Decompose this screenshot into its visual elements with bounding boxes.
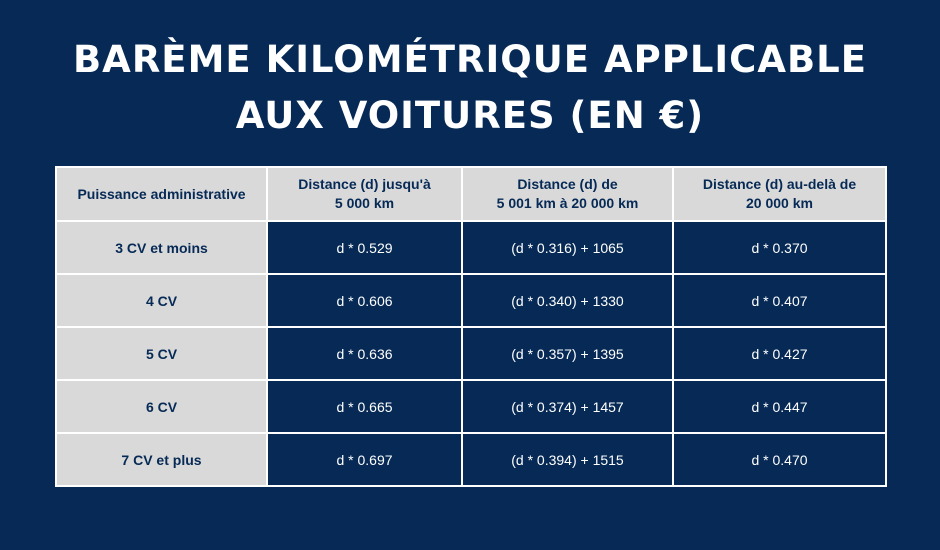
header-text: Distance (d) de bbox=[517, 176, 618, 192]
table-row bbox=[56, 327, 886, 380]
header-text: 20 000 km bbox=[746, 195, 813, 211]
header-text: Puissance administrative bbox=[77, 185, 246, 202]
header-distance-over-20000 bbox=[673, 167, 886, 221]
page-title bbox=[0, 32, 940, 144]
rate-cell: d * 0.636 bbox=[267, 327, 462, 380]
table-row bbox=[56, 274, 886, 327]
header-text: 5 000 km bbox=[334, 195, 395, 211]
row-fiscal-power: 5 CV bbox=[56, 327, 267, 380]
table-row bbox=[56, 433, 886, 486]
header-text: 5 001 km à 20 000 km bbox=[496, 195, 639, 211]
rate-cell: d * 0.427 bbox=[673, 327, 886, 380]
title-line-1: BARÈME KILOMÉTRIQUE APPLICABLE bbox=[72, 38, 868, 81]
row-fiscal-power: 7 CV et plus bbox=[56, 433, 267, 486]
rate-cell: d * 0.697 bbox=[267, 433, 462, 486]
header-distance-5001-to-20000 bbox=[462, 167, 673, 221]
header-text: Distance (d) jusqu'à bbox=[298, 176, 431, 192]
rate-cell: d * 0.665 bbox=[267, 380, 462, 433]
row-fiscal-power: 3 CV et moins bbox=[56, 221, 267, 274]
table-row bbox=[56, 221, 886, 274]
header-fiscal-power bbox=[56, 167, 267, 221]
rate-cell: d * 0.447 bbox=[673, 380, 886, 433]
row-fiscal-power: 4 CV bbox=[56, 274, 267, 327]
rate-cell: d * 0.407 bbox=[673, 274, 886, 327]
rate-cell: (d * 0.316) + 1065 bbox=[462, 221, 673, 274]
rate-cell: d * 0.529 bbox=[267, 221, 462, 274]
table-row bbox=[56, 380, 886, 433]
rate-cell: d * 0.606 bbox=[267, 274, 462, 327]
header-text: Distance (d) au-delà de bbox=[702, 176, 857, 192]
rate-cell: (d * 0.340) + 1330 bbox=[462, 274, 673, 327]
table-header-row bbox=[56, 167, 886, 221]
mileage-rate-table bbox=[55, 166, 887, 487]
rate-cell: (d * 0.394) + 1515 bbox=[462, 433, 673, 486]
title-line-2: AUX VOITURES (EN €) bbox=[235, 94, 705, 137]
rate-cell: (d * 0.374) + 1457 bbox=[462, 380, 673, 433]
header-distance-up-to-5000 bbox=[267, 167, 462, 221]
row-fiscal-power: 6 CV bbox=[56, 380, 267, 433]
rate-cell: (d * 0.357) + 1395 bbox=[462, 327, 673, 380]
rate-cell: d * 0.370 bbox=[673, 221, 886, 274]
rate-cell: d * 0.470 bbox=[673, 433, 886, 486]
